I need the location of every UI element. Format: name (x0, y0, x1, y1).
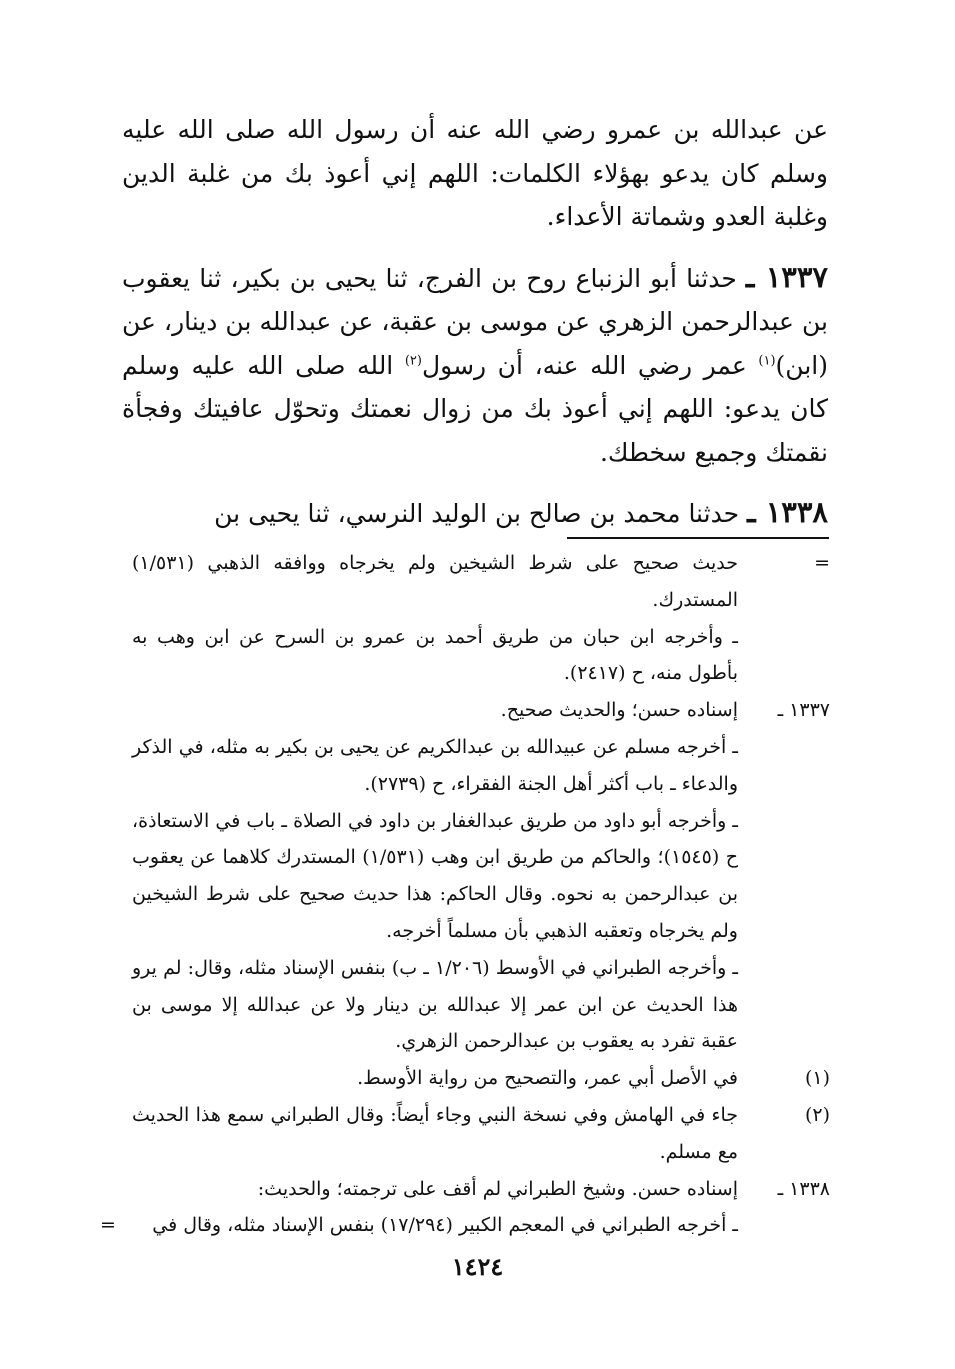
footnote-ref: (١) (758, 353, 776, 369)
paragraph-continuation (122, 108, 828, 239)
hadith-text-part: حدثنا محمد بن صالح بن الوليد النرسي، ثنا يحيى بن (214, 499, 740, 528)
note-1338 (100, 1207, 830, 1244)
note-text: ـ أخرجه الطبراني في المعجم الكبير (١٧/٢٩٤) بنفس الإسناد مثله، وقال في (152, 1214, 738, 1237)
footnote-separator (567, 537, 829, 539)
note-text: ـ أخرجه مسلم عن عبيدالله بن عبدالكريم عن يحيى بن بكير به مثله، في الذكر والدعاء ـ باب أكثر أهل الجنة الفقراء، ح (٢٧٣٩). (132, 735, 738, 795)
note-text: جاء في الهامش وفي نسخة النبي وجاء أيضاً: وقال الطبراني سمع هذا الحديث مع مسلم. (132, 1103, 738, 1163)
note-1337 (100, 803, 830, 950)
continuation-mark: = (100, 1214, 116, 1237)
note-1337 (100, 950, 830, 1060)
hadith-number: ١٣٣٧ ـ (745, 259, 829, 294)
note-text: إسناده حسن؛ والحديث صحيح. (500, 699, 738, 722)
note-1337 (100, 692, 830, 729)
note-continued (100, 619, 830, 693)
hadith-text-part: حدثنا أبو الزنباع روح بن الفرج، ثنا يحيى بن بكير، ثنا يعقوب بن عبدالرحمن الزهري عن موسى بن عقبة، عن عبدالله بن دينار، عن (ابن) (122, 263, 828, 380)
footnotes (100, 545, 830, 1244)
hadith-text-part: الله صلى الله عليه وسلم كان يدعو: اللهم إني أعوذ بك من زوال نعمتك وتحوّل عافيتك وفجأة نقمتك وجميع سخطك. (122, 350, 828, 467)
footnote-number: (١) (804, 1067, 830, 1090)
note-number: ١٣٣٧ ـ (777, 699, 830, 722)
note-number: ١٣٣٨ ـ (777, 1177, 830, 1200)
footnote-ref: (٢) (404, 353, 422, 369)
page-number: ١٤٢٤ (451, 1252, 504, 1281)
note-text: ـ وأخرجه ابن حبان من طريق أحمد بن عمرو بن السرح عن ابن وهب به بأطول منه، ح (٢٤١٧). (132, 625, 738, 685)
note-1337 (100, 729, 830, 803)
hadith-number: ١٣٣٨ ـ (747, 495, 828, 529)
note-text: ـ وأخرجه الطبراني في الأوسط (١/٢٠٦ ـ ب) بنفس الإسناد مثله، وقال: لم يرو هذا الحديث عن ابن عمر إلا عبدالله بن دينار ولا عن عبدالله إلا موسى بن عقبة تفرد به يعقوب بن عبدالرحمن الزهري. (132, 956, 738, 1053)
note-text: إسناده حسن. وشيخ الطبراني لم أقف على ترجمته؛ والحديث: (257, 1177, 738, 1200)
note-1338 (100, 1171, 830, 1208)
footnote-number: (٢) (804, 1103, 830, 1126)
main-text (122, 108, 828, 536)
footnote-2 (100, 1097, 830, 1171)
note-text: حديث صحيح على شرط الشيخين ولم يخرجاه ووافقه الذهبي (١/٥٣١) المستدرك. (132, 552, 738, 611)
note-continued (100, 545, 830, 619)
footnote-1 (100, 1060, 830, 1097)
hadith-text-part: عمر رضي الله عنه، أن رسول (421, 350, 759, 380)
note-text: ـ وأخرجه أبو داود من طريق عبدالغفار بن داود في الصلاة ـ باب في الاستعاذة، ح (١٥٤٥)؛ والحاكم من طريق ابن وهب (١/٥٣١) المستدرك كلاهما عن يعقوب بن عبدالرحمن به نحوه. وقال الحاكم: هذا حديث صحيح على شرط الشيخين ولم يخرجاه وتعقبه الذهبي بأن مسلماً أخرجه. (132, 809, 739, 942)
note-text-line (100, 1207, 738, 1244)
continuation-mark: = (814, 552, 830, 574)
paragraph-text: عن عبدالله بن عمرو رضي الله عنه أن رسول الله صلى الله عليه وسلم كان يدعو بهؤلاء الكلمات: اللهم إني أعوذ بك من غلبة الدين وغلبة العدو وشماتة الأعداء. (122, 115, 828, 231)
hadith-1338 (122, 491, 828, 536)
note-text: في الأصل أبي عمر، والتصحيح من رواية الأوسط. (357, 1067, 738, 1090)
hadith-1337 (122, 256, 828, 475)
